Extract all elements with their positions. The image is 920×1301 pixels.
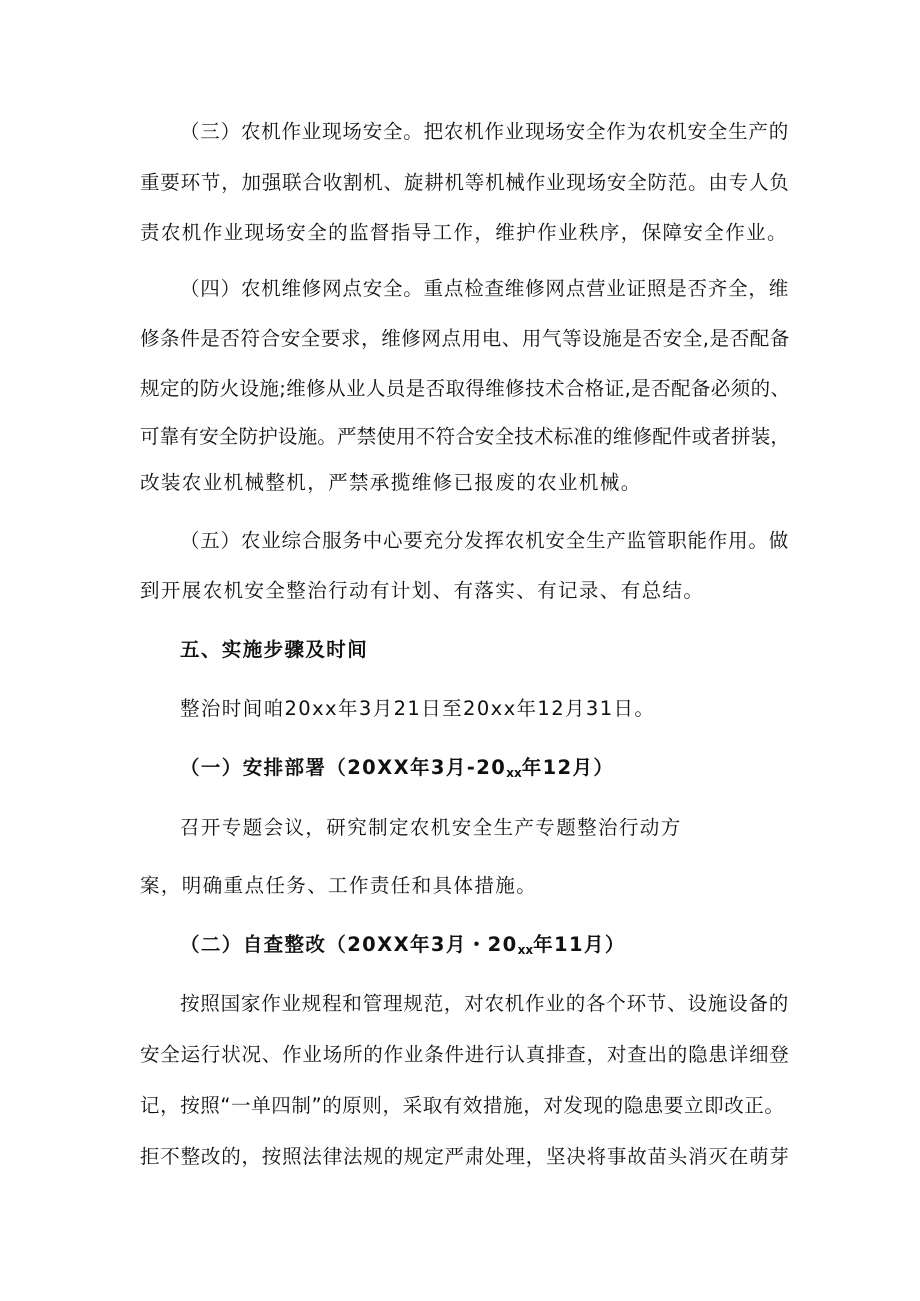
paragraph-line: 规定的防火设施;维修从业人员是否取得维修技术合格证,是否配备必须的、: [140, 377, 791, 400]
step-heading-prefix: （二）自查整改（20XX年3月・20: [180, 933, 518, 956]
paragraph-line: （四）农机维修网点安全。重点检查维修网点营业证照是否齐全，维: [180, 277, 790, 300]
paragraph-line: 重要环节，加强联合收割机、旋耕机等机械作业现场安全防范。由专人负: [140, 171, 790, 194]
paragraph-line: （三）农机作业现场安全。把农机作业现场安全作为农机安全生产的: [180, 120, 790, 143]
paragraph-line: 到开展农机安全整治行动有计划、有落实、有记录、有总结。: [140, 579, 705, 602]
step-heading: [180, 932, 626, 963]
step-heading-suffix: 年12月）: [521, 756, 615, 779]
paragraph-line: （五）农业综合服务中心要充分发挥农机安全生产监管职能作用。做: [180, 529, 790, 552]
step-heading-subscript: xx: [517, 943, 534, 957]
paragraph-line: 修条件是否符合安全要求，维修网点用电、用气等设施是否安全,是否配备: [140, 327, 790, 350]
section-heading: 五、实施步骤及时间: [180, 638, 369, 661]
step-body-line: 记，按照“一单四制”的原则，采取有效措施，对发现的隐患要立即改正。: [140, 1094, 785, 1117]
step-heading: [180, 755, 614, 786]
paragraph-line: 可靠有安全防护设施。严禁使用不符合安全技术标准的维修配件或者拼装，: [140, 425, 791, 448]
schedule-line: 整治时间咱20xx年3月21日至20xx年12月31日。: [180, 697, 656, 720]
step-body-line: 安全运行状况、作业场所的作业条件进行认真排查，对查出的隐患详细登: [140, 1043, 790, 1066]
paragraph-line: 改装农业机械整机，严禁承揽维修已报废的农业机械。: [140, 471, 642, 494]
step-body-line: 案，明确重点任务、工作责任和具体措施。: [140, 874, 538, 897]
step-heading-prefix: （一）安排部署（20XX年3月-20: [180, 756, 507, 779]
step-heading-suffix: 年11月）: [533, 933, 626, 956]
step-body-line: 召开专题会议，研究制定农机安全生产专题整治行动方: [180, 816, 682, 839]
paragraph-line: 责农机作业现场安全的监督指导工作，维护作业秩序，保障安全作业。: [140, 221, 788, 244]
step-heading-subscript: xx: [506, 766, 522, 780]
step-body-line: 按照国家作业规程和管理规范，对农机作业的各个环节、设施设备的: [180, 992, 790, 1015]
step-body-line: 拒不整改的，按照法律法规的规定严肃处理，坚决将事故苗头消灭在萌芽: [140, 1145, 790, 1168]
